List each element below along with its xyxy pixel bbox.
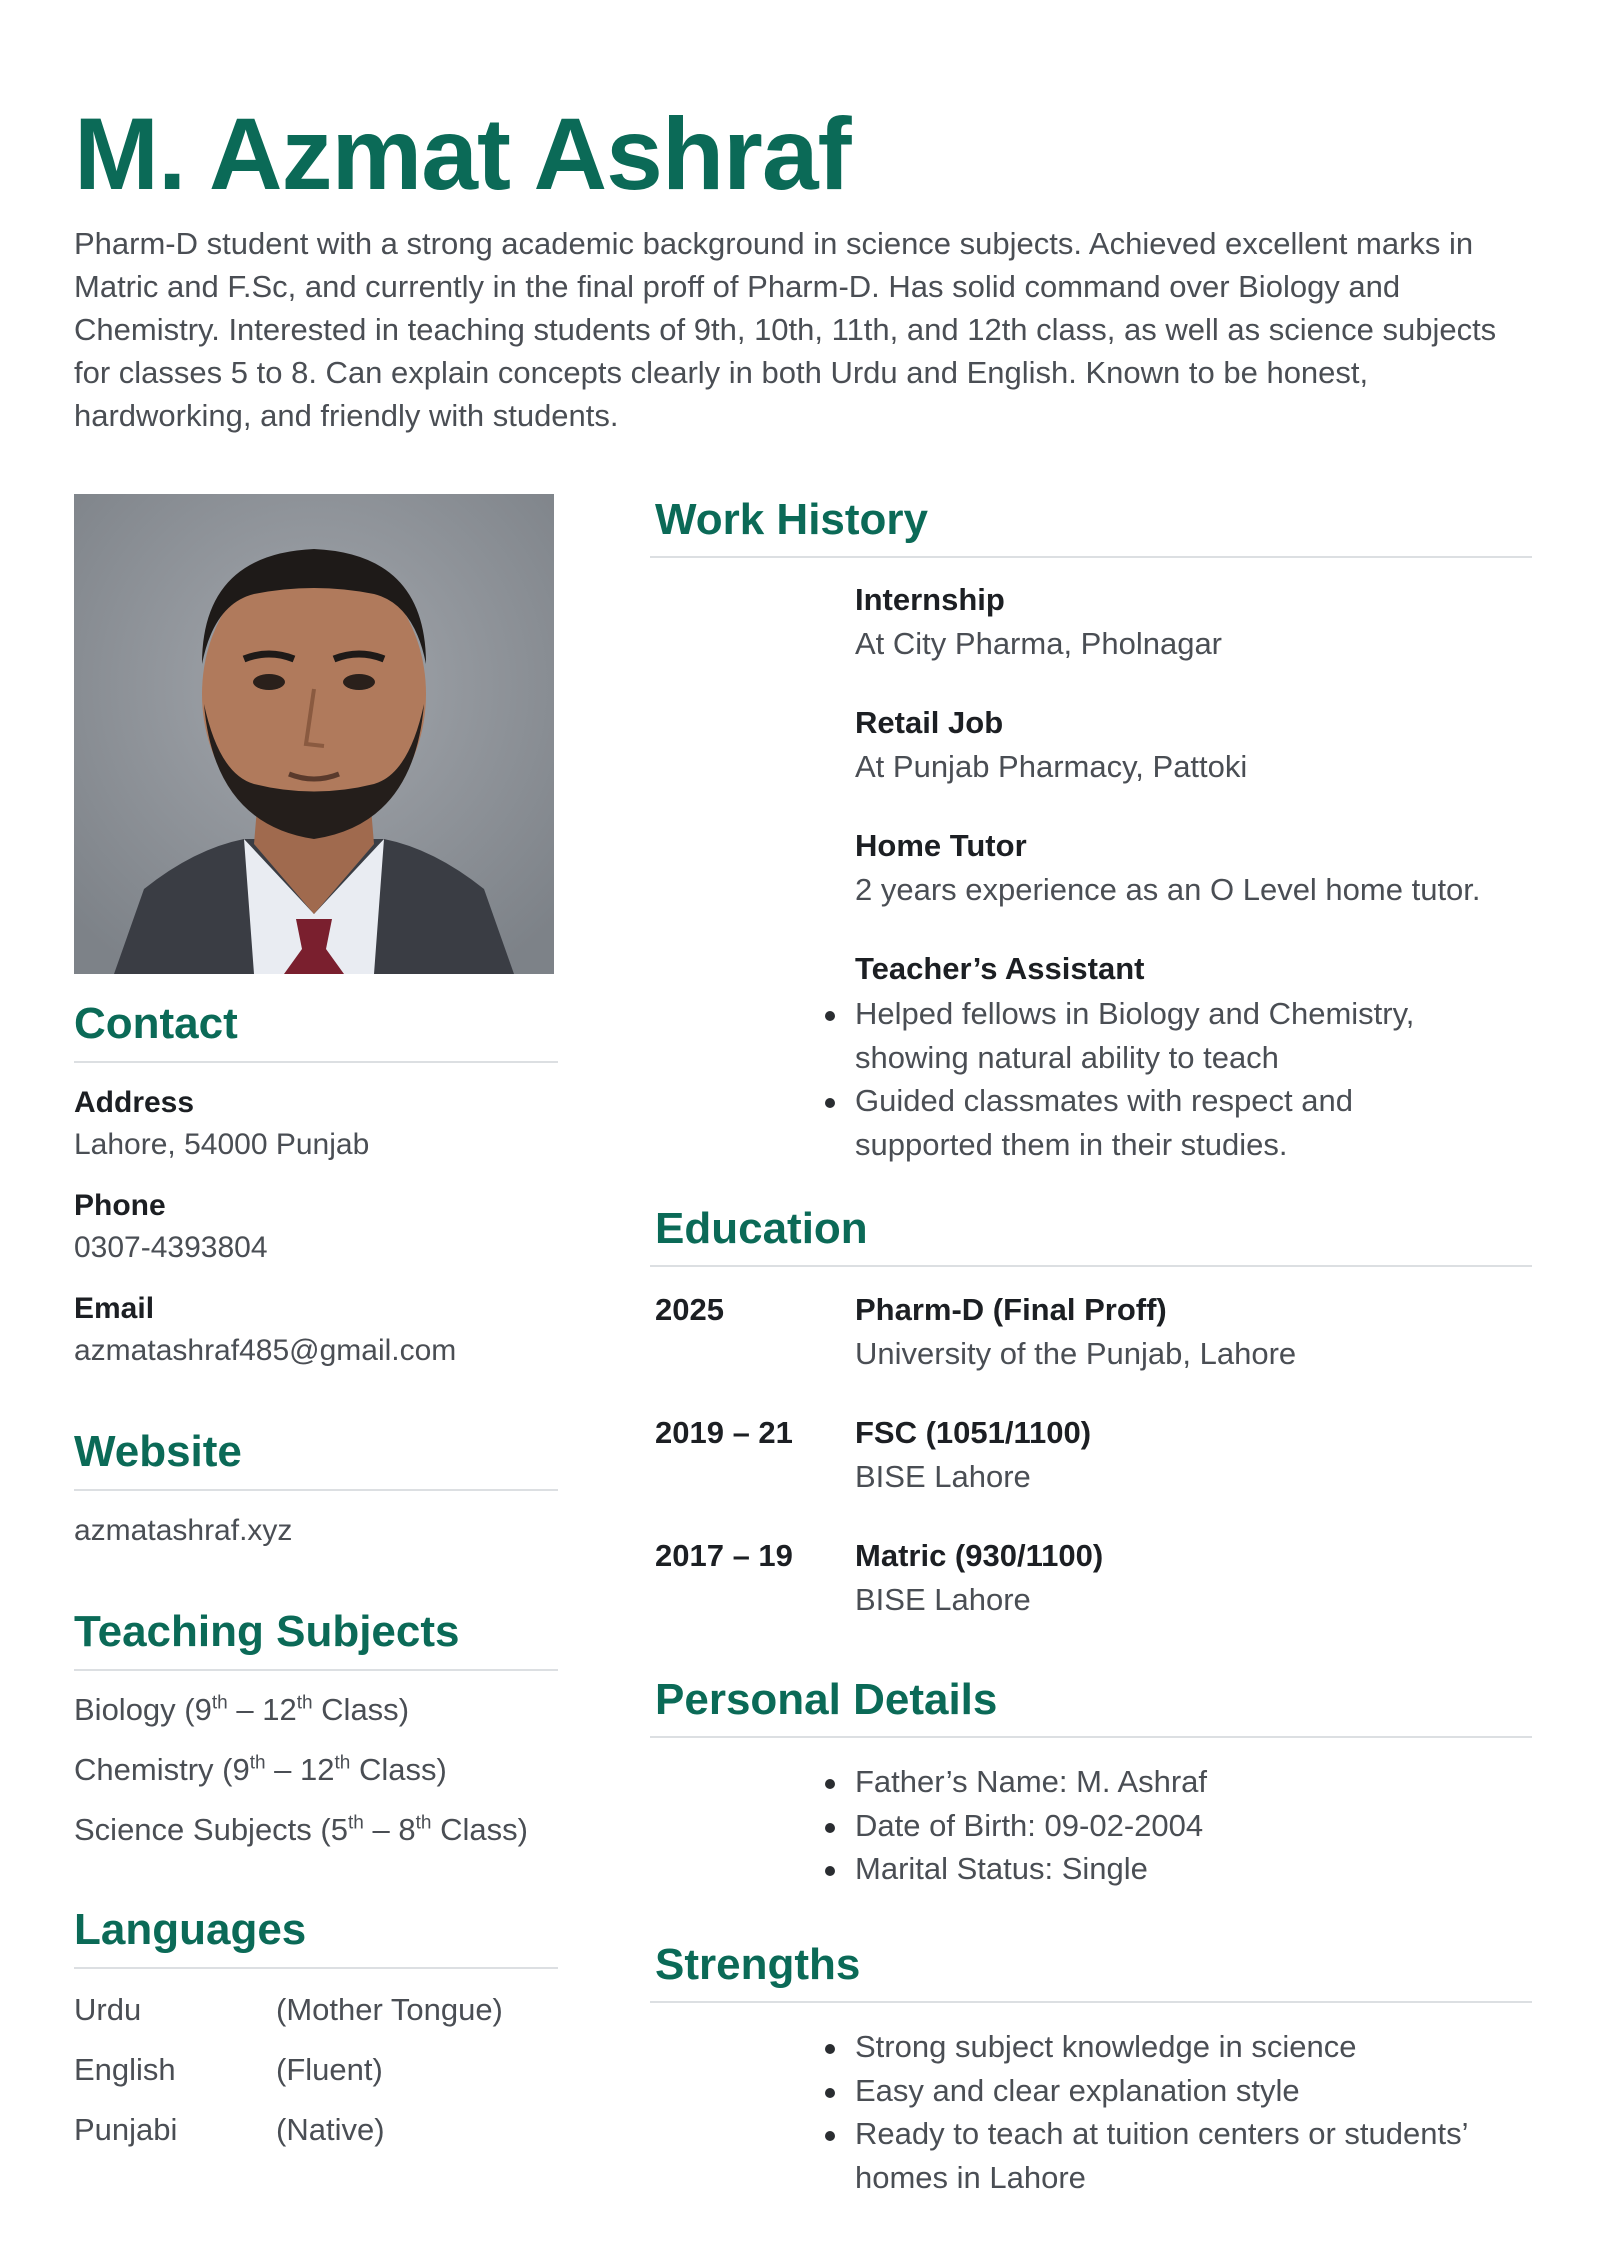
language-name: Punjabi: [74, 2112, 178, 2147]
education-degree: Matric (930/1100): [855, 1538, 1104, 1573]
profile-summary: Pharm-D student with a strong academic background in science subjects. Achieved excellent marks in Matric and F.Sc, and currently in the final proff of Pharm-D. Has solid command over Biology and Chemistry. Interested in teaching students of 9th, 10th, 11th, and 12th class, as well as science subjects for classes 5 to 8. Can explain concepts clearly in both Urdu and English. Known to be honest, hardworking, and friendly with students.: [74, 226, 1497, 433]
job-title: Teacher’s Assistant: [855, 951, 1145, 986]
language-level: (Native): [276, 2112, 385, 2147]
contact-heading: Contact: [74, 999, 238, 1048]
job-title: Internship: [855, 582, 1005, 617]
list-item: Guided classmates with respect and supported them in their studies.: [855, 1079, 1495, 1166]
language-level: (Fluent): [276, 2052, 383, 2087]
job-title: Retail Job: [855, 705, 1004, 740]
email-label: Email: [74, 1292, 155, 1325]
list-item: Helped fellows in Biology and Chemistry, showing natural ability to teach: [855, 992, 1495, 1079]
candidate-name: M. Azmat Ashraf: [74, 97, 851, 211]
list-item: Easy and clear explanation style: [855, 2069, 1535, 2113]
strengths-heading: Strengths: [655, 1940, 861, 1989]
assistant-duties-list: [855, 992, 1495, 1166]
email-link[interactable]: azmatashraf485@gmail.com: [74, 1334, 457, 1367]
education-institution: University of the Punjab, Lahore: [855, 1336, 1297, 1371]
education-year: 2017 – 19: [655, 1538, 793, 1573]
job-detail: 2 years experience as an O Level home tutor.: [855, 872, 1481, 907]
personal-details-divider: [650, 1736, 1532, 1738]
subject-item: Chemistry (9th – 12th Class): [74, 1752, 447, 1787]
address-label: Address: [74, 1086, 195, 1119]
job-detail: At City Pharma, Pholnagar: [855, 626, 1223, 661]
education-divider: [650, 1265, 1532, 1267]
language-level: (Mother Tongue): [276, 1992, 503, 2027]
education-heading: Education: [655, 1204, 868, 1253]
list-item: Date of Birth: 09-02-2004: [855, 1804, 1515, 1848]
list-item: Ready to teach at tuition centers or students’ homes in Lahore: [855, 2112, 1535, 2199]
work-history-heading: Work History: [655, 495, 929, 544]
phone-value[interactable]: 0307-4393804: [74, 1231, 268, 1264]
personal-details-list: [855, 1760, 1515, 1891]
education-institution: BISE Lahore: [855, 1459, 1031, 1494]
website-divider: [74, 1489, 558, 1491]
education-degree: FSC (1051/1100): [855, 1415, 1092, 1450]
education-year: 2019 – 21: [655, 1415, 793, 1450]
education-degree: Pharm-D (Final Proff): [855, 1292, 1167, 1327]
education-year: 2025: [655, 1292, 724, 1327]
job-detail: At Punjab Pharmacy, Pattoki: [855, 749, 1248, 784]
list-item: Marital Status: Single: [855, 1847, 1515, 1891]
education-institution: BISE Lahore: [855, 1582, 1031, 1617]
personal-details-heading: Personal Details: [655, 1675, 998, 1724]
languages-heading: Languages: [74, 1905, 307, 1954]
list-item: Father’s Name: M. Ashraf: [855, 1760, 1515, 1804]
job-title: Home Tutor: [855, 828, 1027, 863]
strengths-divider: [650, 2001, 1532, 2003]
profile-photo: [74, 494, 554, 974]
address-value: Lahore, 54000 Punjab: [74, 1128, 370, 1161]
strengths-list: [855, 2025, 1535, 2199]
teaching-subjects-heading: Teaching Subjects: [74, 1607, 460, 1656]
website-link[interactable]: azmatashraf.xyz: [74, 1514, 293, 1547]
language-name: Urdu: [74, 1992, 142, 2027]
work-history-divider: [650, 556, 1532, 558]
subject-item: Science Subjects (5th – 8th Class): [74, 1812, 528, 1847]
subject-item: Biology (9th – 12th Class): [74, 1692, 410, 1727]
languages-divider: [74, 1967, 558, 1969]
website-heading: Website: [74, 1427, 242, 1476]
teaching-subjects-divider: [74, 1669, 558, 1671]
list-item: Strong subject knowledge in science: [855, 2025, 1535, 2069]
language-name: English: [74, 2052, 176, 2087]
phone-label: Phone: [74, 1189, 166, 1222]
contact-divider: [74, 1061, 558, 1063]
